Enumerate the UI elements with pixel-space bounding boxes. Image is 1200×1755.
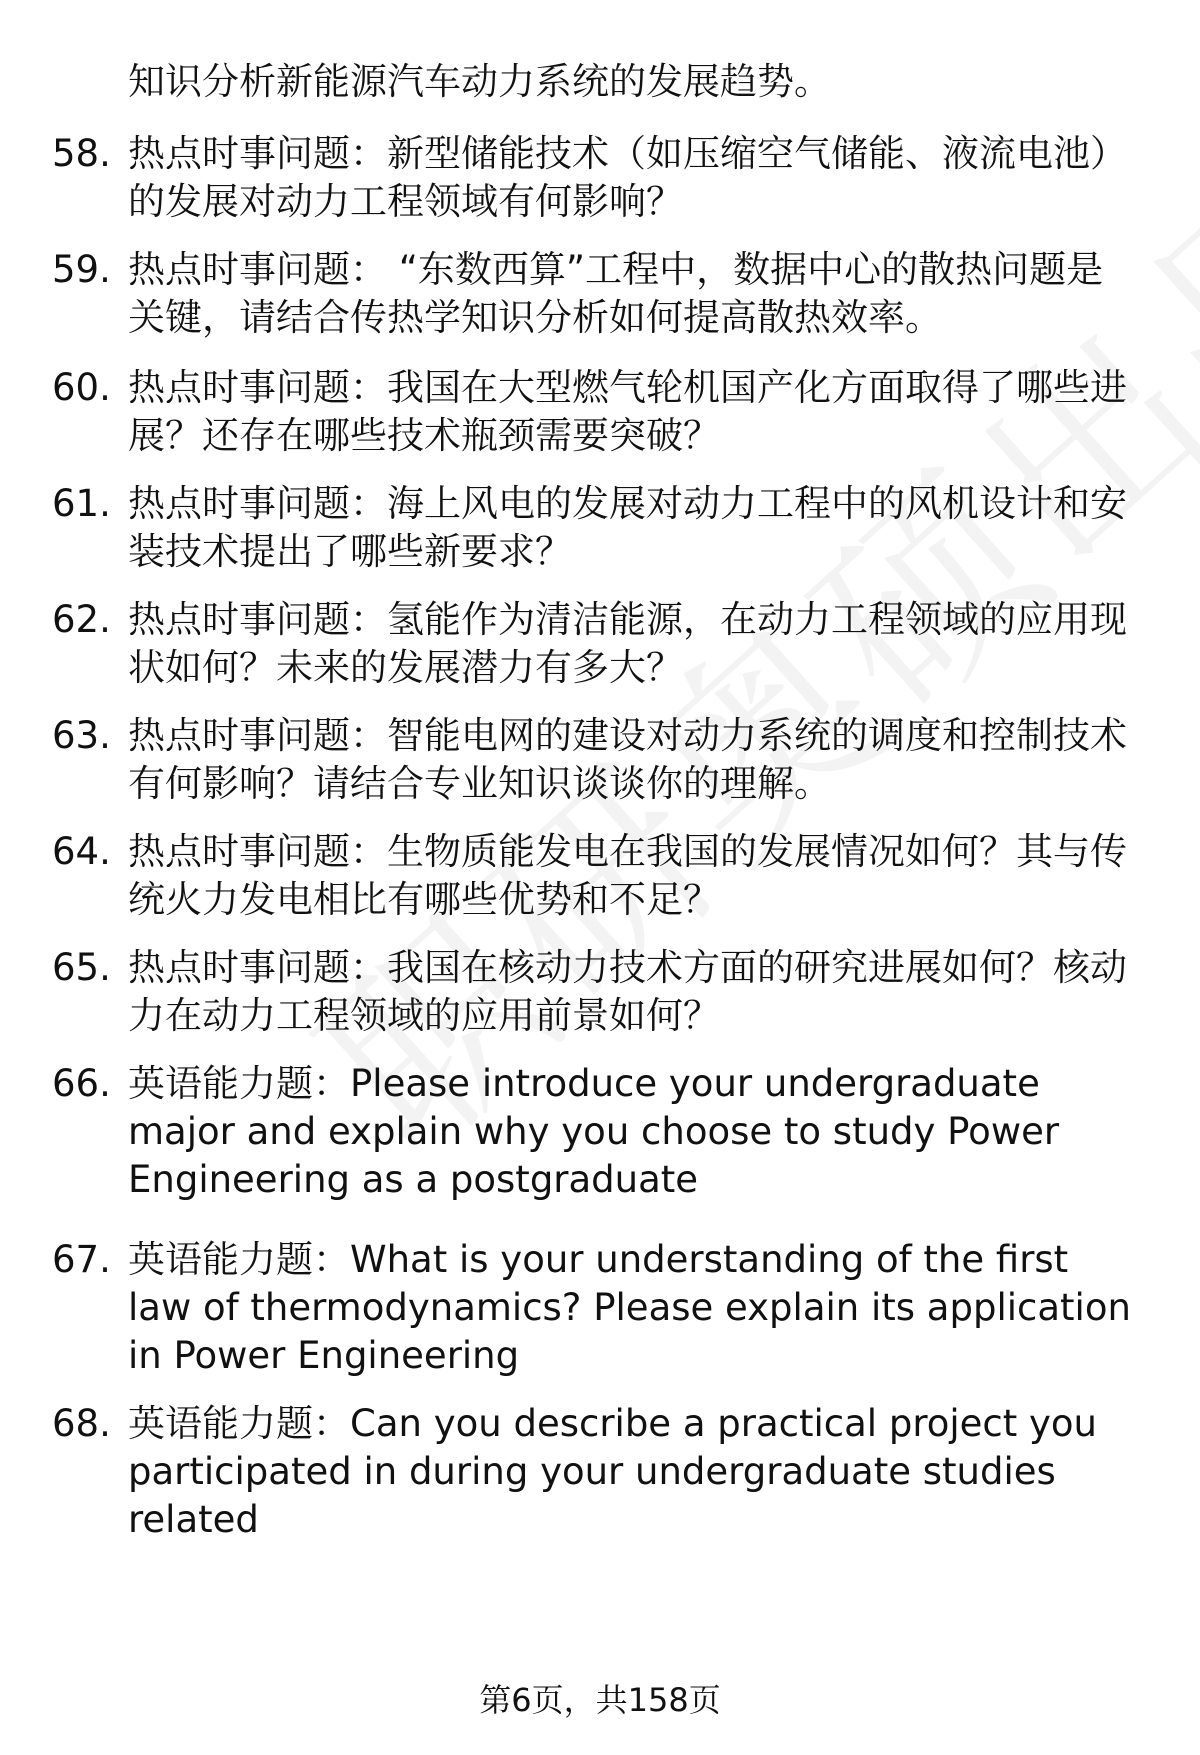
question-number: 64.	[52, 830, 111, 873]
question-text: 热点时事问题：生物质能发电在我国的发展情况如何？其与传统火力发电相比有哪些优势和不足？	[128, 830, 1127, 921]
question-number: 66.	[52, 1062, 111, 1105]
question-number: 65.	[52, 946, 111, 989]
question-number: 61.	[52, 482, 111, 525]
question-item	[52, 944, 1152, 1040]
question-number: 60.	[52, 366, 111, 409]
question-number: 67.	[52, 1238, 111, 1281]
question-item	[52, 712, 1152, 808]
question-number: 63.	[52, 714, 111, 757]
question-item	[52, 1236, 1152, 1380]
question-number: 68.	[52, 1402, 111, 1445]
continued-text: 知识分析新能源汽车动力系统的发展趋势。	[128, 60, 831, 103]
question-text: 热点时事问题： “东数西算”工程中，数据中心的散热问题是关键，请结合传热学知识分析如何提高散热效率。	[128, 248, 1104, 339]
question-text: 热点时事问题：我国在大型燃气轮机国产化方面取得了哪些进展？还存在哪些技术瓶颈需要突破？	[128, 366, 1127, 457]
question-text: 英语能力题：Can you describe a practical project you participated in during your undergraduate studies related	[128, 1402, 1097, 1541]
question-text: 热点时事问题：氢能作为清洁能源，在动力工程领域的应用现状如何？未来的发展潜力有多大？	[128, 598, 1127, 689]
question-item	[52, 246, 1152, 342]
question-text: 热点时事问题：我国在核动力技术方面的研究进展如何？核动力在动力工程领域的应用前景如何？	[128, 946, 1127, 1037]
question-number: 58.	[52, 132, 111, 175]
question-item	[52, 1400, 1152, 1544]
question-item	[52, 596, 1152, 692]
question-item	[52, 1060, 1152, 1204]
question-item	[52, 480, 1152, 576]
question-text: 热点时事问题：智能电网的建设对动力系统的调度和控制技术有何影响？请结合专业知识谈谈你的理解。	[128, 714, 1127, 805]
question-text: 热点时事问题：新型储能技术（如压缩空气储能、液流电池）的发展对动力工程领域有何影响？	[128, 132, 1127, 223]
page-footer: 第6页，共158页	[479, 1681, 721, 1719]
question-number: 59.	[52, 248, 111, 291]
question-item	[52, 364, 1152, 460]
question-item	[52, 828, 1152, 924]
question-text: 热点时事问题：海上风电的发展对动力工程中的风机设计和安装技术提出了哪些新要求？	[128, 482, 1127, 573]
question-item	[52, 130, 1152, 226]
question-text: 英语能力题：What is your understanding of the first law of thermodynamics? Please explain its application in Power Engineering	[128, 1238, 1131, 1377]
question-text: 英语能力题：Please introduce your undergraduate major and explain why you choose to study Power Engineering as a postgraduate	[128, 1062, 1060, 1201]
question-number: 62.	[52, 598, 111, 641]
